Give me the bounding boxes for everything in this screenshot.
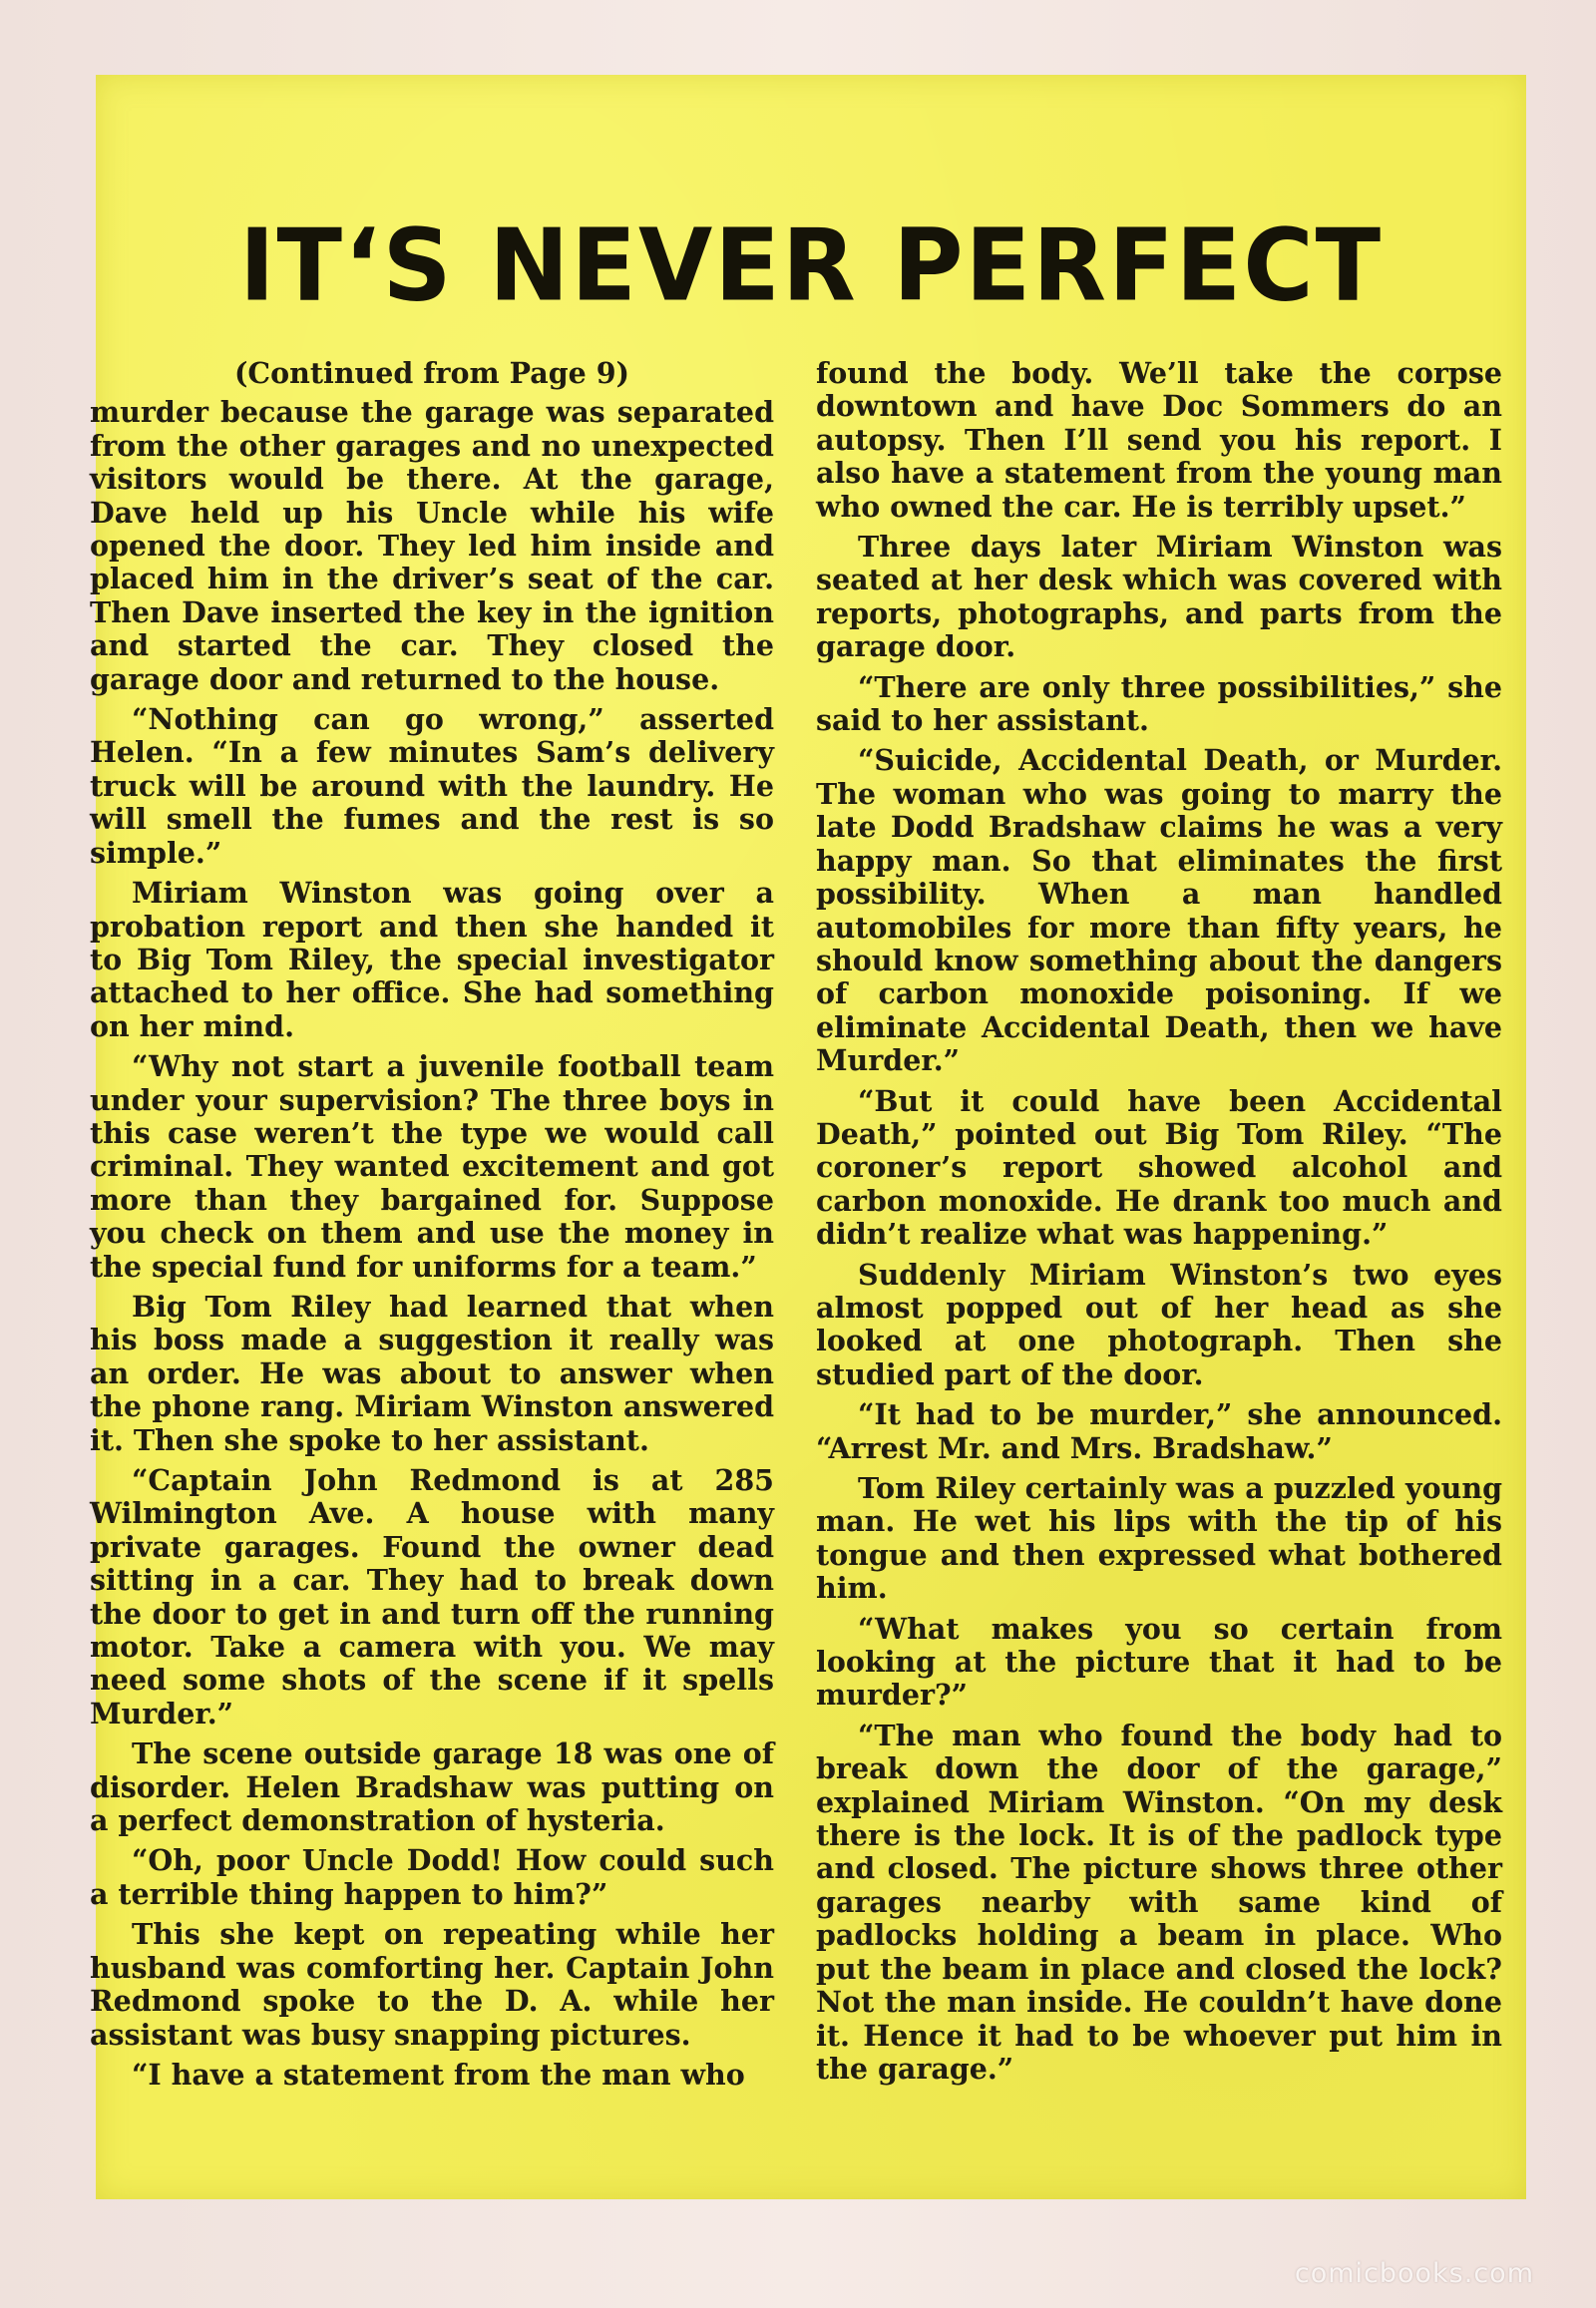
paragraph: This she kept on repeating while her husband was comforting her. Captain John Redmond spoke to the D. A. while her assistant was busy snapping pictures. bbox=[90, 1917, 774, 2052]
paragraph: murder because the garage was separated from the other garages and no unexpected visitors would be there. At the garage, Dave held up his Uncle while his wife opened the door. They led him inside and placed him in the driver’s seat of the car. Then Dave inserted the key in the ignition and started the car. They closed the garage door and returned to the house. bbox=[90, 395, 774, 696]
story-title: IT‘S NEVER PERFECT bbox=[238, 206, 1384, 324]
paragraph: “Oh, poor Uncle Dodd! How could such a terrible thing happen to him?” bbox=[90, 1843, 774, 1911]
paragraph: “But it could have been Accidental Death,” pointed out Big Tom Riley. “The coroner’s report showed alcohol and carbon monoxide. He drank too much and didn’t realize what was happening.” bbox=[816, 1083, 1502, 1252]
paragraph: “What makes you so certain from looking at the picture that it had to be murder?” bbox=[816, 1611, 1502, 1713]
paragraph: “Captain John Redmond is at 285 Wilmington Ave. A house with many private garages. Found the owner dead sitting in a car. They had to break down the door to get in and turn off the running motor. Take a camera with you. We may need some shots of the scene if it spells Murder.” bbox=[90, 1463, 774, 1731]
paragraph: “I have a statement from the man who bbox=[132, 2057, 745, 2092]
paragraph: Three days later Miriam Winston was seated at her desk which was covered with reports, photographs, and parts from the garage door. bbox=[816, 530, 1502, 664]
left-column bbox=[90, 357, 774, 2099]
paragraph: The scene outside garage 18 was one of disorder. Helen Bradshaw was putting on a perfect demonstration of hysteria. bbox=[90, 1736, 774, 1838]
watermark: comicbooks.com bbox=[1294, 2258, 1534, 2289]
paragraph: Suddenly Miriam Winston’s two eyes almost popped out of her head as she looked at one photograph. Then she studied part of the door. bbox=[816, 1257, 1502, 1391]
paragraph: “The man who found the body had to break down the door of the garage,” explained Miriam Winston. “On my desk there is the lock. It is of the padlock type and closed. The picture shows three other garages nearby with same kind of padlocks holding a beam in place. Who put the beam in place and closed the lock? Not the man inside. He couldn’t have done it. Hence it had to be whoever put him in the garage.” bbox=[816, 1718, 1502, 2086]
paragraph: Miriam Winston was going over a probation report and then she handed it to Big Tom Riley, the special investigator attached to her office. She had something on her mind. bbox=[90, 876, 774, 1043]
continued-note: (Continued from Page 9) bbox=[233, 356, 630, 390]
paragraph: found the body. We’ll take the corpse downtown and have Doc Sommers do an autopsy. Then I’ll send you his report. I also have a statement from the young man who owned the car. He is terribly upset.” bbox=[816, 356, 1502, 524]
paragraph: “It had to be murder,” she announced. “Arrest Mr. and Mrs. Bradshaw.” bbox=[816, 1397, 1502, 1465]
right-column bbox=[816, 357, 1502, 2093]
paragraph: “There are only three possibilities,” she said to her assistant. bbox=[816, 669, 1502, 738]
paragraph: “Suicide, Accidental Death, or Murder. The woman who was going to marry the late Dodd Bradshaw claims he was a very happy man. So that eliminates the first possibility. When a man handled automobiles for more than fifty years, he should know something about the dangers of carbon monoxide poisoning. If we eliminate Accidental Death, then we have Murder.” bbox=[816, 743, 1502, 1078]
paragraph: Tom Riley certainly was a puzzled young man. He wet his lips with the tip of his tongue and then expressed what bothered him. bbox=[816, 1471, 1502, 1606]
paragraph: Big Tom Riley had learned that when his boss made a suggestion it really was an order. He was about to answer when the phone rang. Miriam Winston answered it. Then she spoke to her assistant. bbox=[90, 1289, 774, 1457]
paragraph: “Why not start a juvenile football team under your supervision? The three boys in this case weren’t the type we would call criminal. They wanted excitement and got more than they bargained for. Suppose you check on them and use the money in the special fund for uniforms for a team.” bbox=[90, 1049, 774, 1284]
paragraph: “Nothing can go wrong,” asserted Helen. “In a few minutes Sam’s delivery truck will be around with the laundry. He will smell the fumes and the rest is so simple.” bbox=[90, 702, 774, 870]
